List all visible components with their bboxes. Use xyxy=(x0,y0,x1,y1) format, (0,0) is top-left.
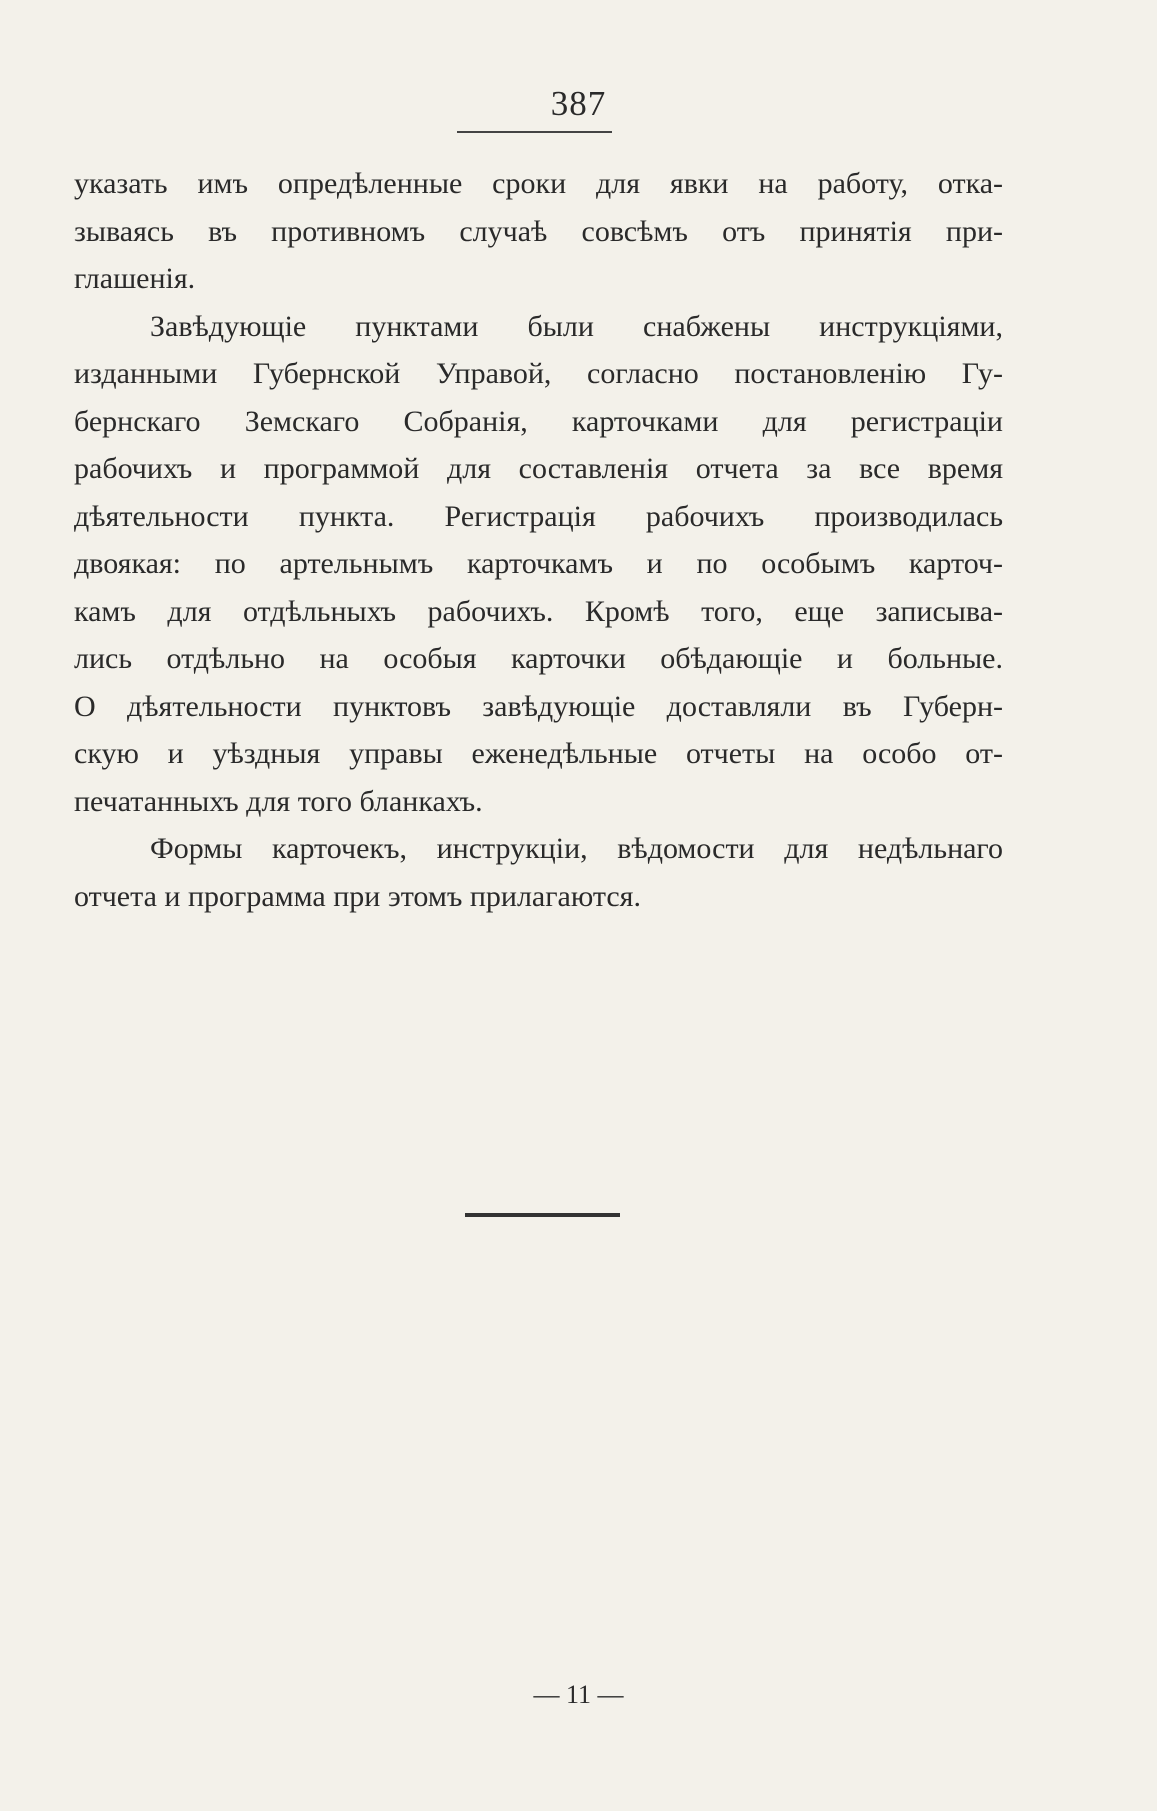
text-line: указать имъ опредѣленные сроки для явки на работу, отка- xyxy=(74,167,1003,200)
body-text xyxy=(74,160,1003,920)
text-line: Завѣдующіе пунктами были снабжены инструкціями, xyxy=(150,309,1003,343)
text-line: глашенія. xyxy=(74,262,196,295)
text-line: лись отдѣльно на особыя карточки обѣдающіе и больные. xyxy=(74,642,1003,675)
text-line: скую и уѣздныя управы еженедѣльные отчеты на особо от- xyxy=(74,737,1003,770)
text-line: изданными Губернской Управой, согласно постановленію Гу- xyxy=(74,357,1003,390)
page-number: 387 xyxy=(550,84,607,123)
text-line: рабочихъ и программой для составленія отчета за все время xyxy=(74,452,1003,485)
text-line: дѣятельности пункта. Регистрація рабочихъ производилась xyxy=(74,499,1003,533)
footer-page-number: — 11 — xyxy=(533,1680,624,1709)
text-line: Формы карточекъ, инструкціи, вѣдомости для недѣльнаго xyxy=(150,832,1003,865)
header-rule xyxy=(457,131,612,133)
text-line: камъ для отдѣльныхъ рабочихъ. Кромѣ того, еще записыва- xyxy=(74,594,1003,628)
text-line: печатанныхъ для того бланкахъ. xyxy=(74,784,483,818)
section-end-rule xyxy=(465,1213,620,1217)
text-line: двоякая: по артельнымъ карточкамъ и по особымъ карточ- xyxy=(74,547,1003,580)
text-line: О дѣятельности пунктовъ завѣдующіе доставляли въ Губерн- xyxy=(74,689,1003,723)
text-line: зываясь въ противномъ случаѣ совсѣмъ отъ принятія при- xyxy=(74,214,1003,248)
text-line: бернскаго Земскаго Собранія, карточками для регистраціи xyxy=(74,404,1003,438)
text-line: отчета и программа при этомъ прилагаются. xyxy=(74,879,641,913)
